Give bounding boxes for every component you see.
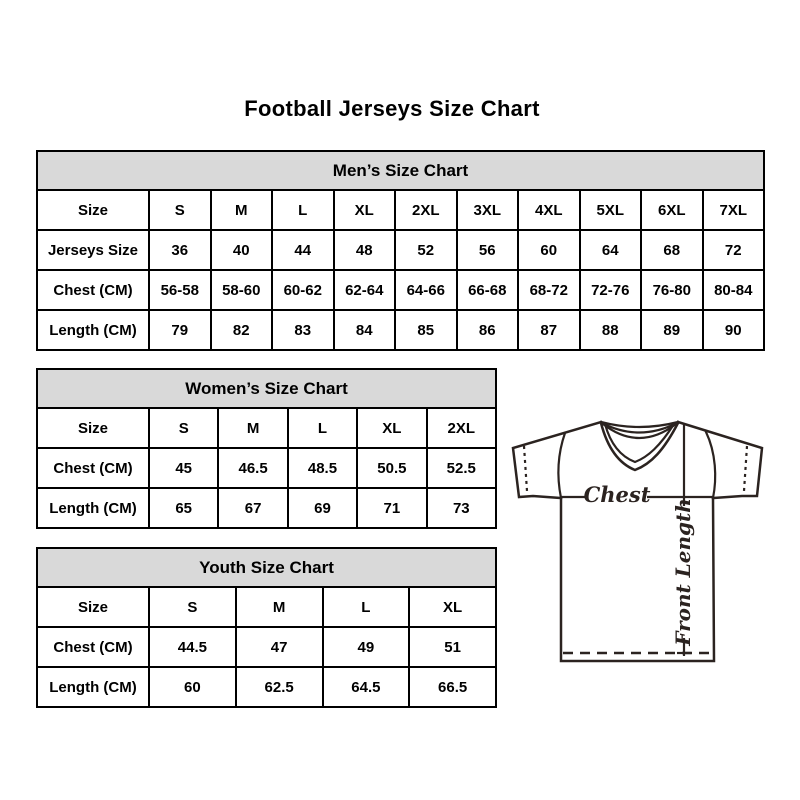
table-section-header: Youth Size Chart <box>37 548 496 587</box>
value-cell: 56 <box>457 230 519 270</box>
value-cell: 51 <box>409 627 496 667</box>
value-cell: 36 <box>149 230 211 270</box>
value-cell: 72-76 <box>580 270 642 310</box>
table-section-header-row <box>37 548 496 587</box>
column-header-cell: L <box>323 587 410 627</box>
column-header-cell: M <box>236 587 323 627</box>
value-cell: 52 <box>395 230 457 270</box>
row-label-cell: Jerseys Size <box>37 230 149 270</box>
value-cell: 83 <box>272 310 334 350</box>
table-row <box>37 408 496 448</box>
value-cell: 62-64 <box>334 270 396 310</box>
jersey-illustration <box>495 398 795 698</box>
value-cell: 66-68 <box>457 270 519 310</box>
value-cell: 44.5 <box>149 627 236 667</box>
column-header-cell: M <box>211 190 273 230</box>
value-cell: 82 <box>211 310 273 350</box>
jersey-measurement-diagram <box>495 398 795 698</box>
mens-size-table <box>36 150 765 351</box>
value-cell: 64 <box>580 230 642 270</box>
column-header-cell: M <box>218 408 287 448</box>
front-length-label: Front Length <box>671 498 695 646</box>
value-cell: 76-80 <box>641 270 703 310</box>
row-label-cell: Chest (CM) <box>37 448 149 488</box>
jersey-outline <box>513 422 762 661</box>
value-cell: 88 <box>580 310 642 350</box>
column-header-cell: 3XL <box>457 190 519 230</box>
row-label-header-cell: Size <box>37 587 149 627</box>
value-cell: 79 <box>149 310 211 350</box>
table-row <box>37 488 496 528</box>
value-cell: 71 <box>357 488 426 528</box>
value-cell: 86 <box>457 310 519 350</box>
column-header-cell: S <box>149 587 236 627</box>
row-label-header-cell: Size <box>37 190 149 230</box>
value-cell: 89 <box>641 310 703 350</box>
value-cell: 56-58 <box>149 270 211 310</box>
table-row <box>37 190 764 230</box>
table-section-header-row <box>37 369 496 408</box>
table-row <box>37 448 496 488</box>
column-header-cell: 2XL <box>395 190 457 230</box>
column-header-cell: S <box>149 190 211 230</box>
value-cell: 62.5 <box>236 667 323 707</box>
value-cell: 50.5 <box>357 448 426 488</box>
value-cell: 52.5 <box>427 448 496 488</box>
row-label-cell: Chest (CM) <box>37 270 149 310</box>
womens-size-table <box>36 368 497 529</box>
value-cell: 66.5 <box>409 667 496 707</box>
value-cell: 48 <box>334 230 396 270</box>
value-cell: 90 <box>703 310 765 350</box>
value-cell: 87 <box>518 310 580 350</box>
youth-size-table <box>36 547 497 708</box>
row-label-header-cell: Size <box>37 408 149 448</box>
column-header-cell: XL <box>409 587 496 627</box>
value-cell: 60 <box>518 230 580 270</box>
value-cell: 46.5 <box>218 448 287 488</box>
table-row <box>37 230 764 270</box>
value-cell: 80-84 <box>703 270 765 310</box>
value-cell: 60 <box>149 667 236 707</box>
value-cell: 64.5 <box>323 667 410 707</box>
value-cell: 69 <box>288 488 357 528</box>
row-label-cell: Length (CM) <box>37 310 149 350</box>
value-cell: 85 <box>395 310 457 350</box>
right-cuff-dashed-line <box>744 446 747 491</box>
table-section-header-row <box>37 151 764 190</box>
left-cuff-dashed-line <box>524 446 527 491</box>
table-section-header: Women’s Size Chart <box>37 369 496 408</box>
column-header-cell: XL <box>357 408 426 448</box>
column-header-cell: 2XL <box>427 408 496 448</box>
column-header-cell: 5XL <box>580 190 642 230</box>
table-row <box>37 627 496 667</box>
column-header-cell: 6XL <box>641 190 703 230</box>
value-cell: 60-62 <box>272 270 334 310</box>
value-cell: 58-60 <box>211 270 273 310</box>
table-row <box>37 310 764 350</box>
column-header-cell: XL <box>334 190 396 230</box>
value-cell: 44 <box>272 230 334 270</box>
value-cell: 47 <box>236 627 323 667</box>
row-label-cell: Length (CM) <box>37 667 149 707</box>
row-label-cell: Length (CM) <box>37 488 149 528</box>
value-cell: 73 <box>427 488 496 528</box>
column-header-cell: L <box>288 408 357 448</box>
chest-label: Chest <box>583 482 651 507</box>
value-cell: 68 <box>641 230 703 270</box>
value-cell: 48.5 <box>288 448 357 488</box>
row-label-cell: Chest (CM) <box>37 627 149 667</box>
column-header-cell: 7XL <box>703 190 765 230</box>
column-header-cell: S <box>149 408 218 448</box>
value-cell: 65 <box>149 488 218 528</box>
value-cell: 64-66 <box>395 270 457 310</box>
page-title: Football Jerseys Size Chart <box>244 96 540 121</box>
table-row <box>37 667 496 707</box>
value-cell: 40 <box>211 230 273 270</box>
value-cell: 84 <box>334 310 396 350</box>
table-section-header: Men’s Size Chart <box>37 151 764 190</box>
value-cell: 72 <box>703 230 765 270</box>
value-cell: 68-72 <box>518 270 580 310</box>
table-row <box>37 587 496 627</box>
value-cell: 49 <box>323 627 410 667</box>
value-cell: 67 <box>218 488 287 528</box>
value-cell: 45 <box>149 448 218 488</box>
column-header-cell: L <box>272 190 334 230</box>
table-row <box>37 270 764 310</box>
column-header-cell: 4XL <box>518 190 580 230</box>
